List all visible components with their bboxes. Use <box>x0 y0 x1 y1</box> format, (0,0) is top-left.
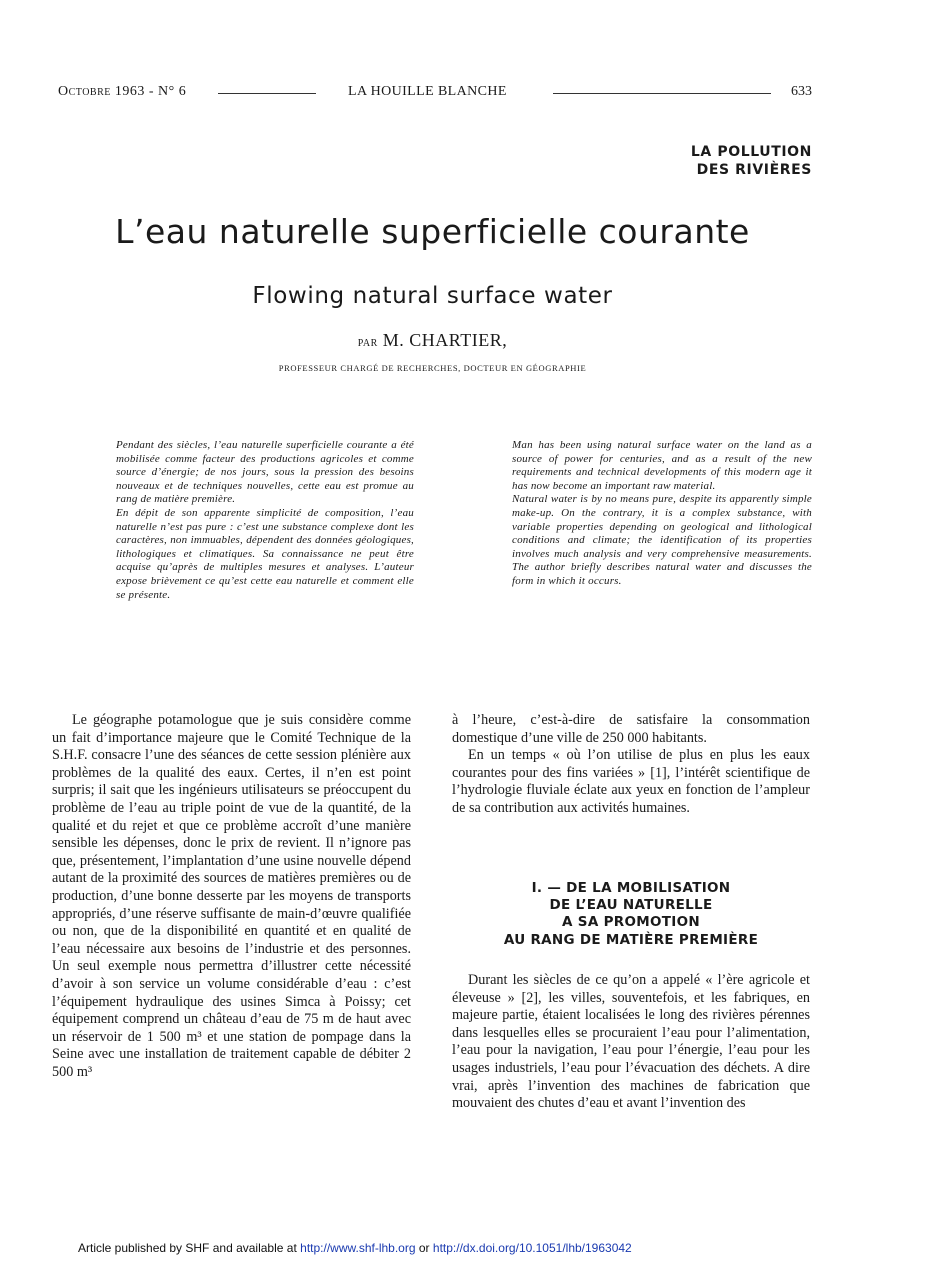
section-heading-line2: DE L’EAU NATURELLE <box>549 897 713 914</box>
body-paragraph: En un temps « où l’on utilise de plus en plus les eaux courantes pour des fins variées » [1], l’intérêt scientifique de l’hydrologie fluviale éclate aux yeux en fonction de l’ampleur de sa contribution aux activités humaines. <box>452 747 810 816</box>
body-paragraph: à l’heure, c’est-à-dire de satisfaire la consommation domestique d’une ville de 250 000 habitants. <box>452 712 810 746</box>
article-title: L’eau naturelle superficielle courante <box>115 212 750 251</box>
body-column-right-bottom <box>452 972 810 1113</box>
abstract-en-paragraph-1: Man has been using natural surface water on the land as a source of power for centuries, and as a result of the new requirements and technical developments of this modern age it has now become an important raw material. <box>512 439 812 492</box>
abstract-fr-paragraph-1: Pendant des siècles, l’eau naturelle superficielle courante a été mobilisée comme facteur des productions agricoles et comme source d’énergie; de nos jours, sous la pression des besoins nouveaux et de techniques nouvelles, cette eau est promue au rang de matière première. <box>116 439 414 506</box>
author-affiliation: PROFESSEUR CHARGÉ DE RECHERCHES, DOCTEUR EN GÉOGRAPHIE <box>278 363 587 373</box>
body-paragraph: Durant les siècles de ce qu’on a appelé « l’ère agricole et éleveuse » [2], les villes, souventefois, et les fabriques, en majeure partie, étaient localisées le long des rivières pérennes dans lesquelles elles se procuraient l’eau pour l’alimentation, l’eau pour la navigation, l’eau pour l’énergie, l’eau pour les usages industriels, l’eau pour l’évacuation des déchets. A dire vrai, après l’invention des machines de fabrication que mouvaient des chutes d’eau et avant l’invention des <box>452 972 810 1112</box>
journal-name: LA HOUILLE BLANCHE <box>348 84 507 99</box>
issue-date: Octobre 1963 - N° 6 <box>58 84 187 99</box>
footer-or: or <box>418 1241 430 1255</box>
header-rule-right <box>553 93 771 94</box>
section-label <box>691 143 812 179</box>
doi-link[interactable]: http://dx.doi.org/10.1051/lhb/1963042 <box>432 1241 632 1255</box>
article-subtitle: Flowing natural surface water <box>252 283 613 309</box>
shf-link[interactable]: http://www.shf-lhb.org <box>300 1241 416 1255</box>
abstract-fr-paragraph-2: En dépit de son apparente simplicité de composition, l’eau naturelle n’est pas pure : c’est une substance complexe dont les caractères, non immuables, dépendent des données géologiques, lithologiques et climatiques. Sa connaissance ne peut être acquise qu’après de multiples mesures et analyses. L’auteur expose brièvement ce qu’est cette eau naturelle et comment elle se présente. <box>116 506 414 601</box>
section-heading-line3: A SA PROMOTION <box>562 914 700 931</box>
page-number: 633 <box>791 84 812 99</box>
section-label-line2: DES RIVIÈRES <box>696 162 812 178</box>
abstract-french <box>116 439 414 602</box>
publication-footer <box>78 1241 632 1255</box>
abstract-english <box>512 439 812 589</box>
body-column-right-top <box>452 712 810 818</box>
section-label-line1: LA POLLUTION <box>690 144 812 160</box>
section-heading <box>452 880 810 949</box>
section-heading-line1: I. — DE LA MOBILISATION <box>531 880 731 896</box>
abstract-en-paragraph-2: Natural water is by no means pure, despite its apparently simple make-up. On the contrary, it is a complex substance, with variable properties depending on geological and lithological conditions and climate; the identification of its properties involves much analysis and very comprehensive measurements. The author briefly describes natural water and discusses the form in which it occurs. <box>512 493 812 587</box>
footer-prefix: Article published by SHF and available at <box>78 1241 297 1255</box>
body-paragraph: Le géographe potamologue que je suis considère comme un fait d’importance majeure que le Comité Technique de la S.H.F. consacre l’une des séances de cette session plénière aux problèmes de la qualité des eaux. Certes, il n’en est point surpris; il sait que les ingénieurs utilisateurs se préoccupent du problème de l’eau au triple point de vue de la quantité, de la qualité et du rejet et que ce problème accroît d’une manière sensible les dépenses, donc le prix de revient. Il n’ignore pas que, présentement, l’implantation d’une usine nouvelle dépend autant de la proximité des sources de matières premières ou de production, d’une bonne desserte par les moyens de transports appropriés, d’une réserve suffisante de main-d’œuvre qualifiée ou non, que de la disponibilité en quantité et en qualité de l’eau nécessaire aux besoins de l’industrie et des personnes. Un seul exemple nous permettra d’illustrer cette nécessité d’avoir à son service un volume considérable d’eau : c’est l’équipement hydraulique des usines Simca à Poissy; cet équipement comprend un château d’eau de 75 m de haut avec un réservoir de 1 500 m³ et une station de pompage dans la Seine avec une installation de traitement capable de débiter 2 500 m³ <box>52 712 411 1080</box>
byline <box>0 330 865 351</box>
body-column-left <box>52 712 411 1081</box>
section-heading-line4: AU RANG DE MATIÈRE PREMIÈRE <box>503 931 759 948</box>
byline-par: par <box>357 335 378 350</box>
running-head <box>58 84 812 106</box>
author-name: M. CHARTIER, <box>382 330 508 350</box>
header-rule-left <box>218 93 316 94</box>
